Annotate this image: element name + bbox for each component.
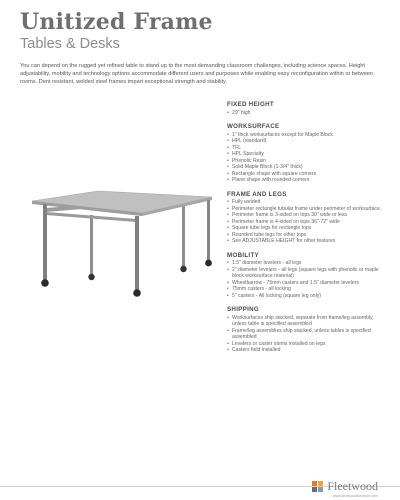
spec-item: • Rectangle shape with square corners: [227, 171, 387, 178]
spec-item: • TFL: [227, 145, 387, 152]
page-subtitle: Tables & Desks: [20, 36, 120, 52]
spec-section-worksurface: [227, 123, 387, 184]
spec-item: • Square tube legs for rectangle tops: [227, 225, 387, 232]
spec-item: • 29" high: [227, 110, 387, 117]
spec-item: • HPL Specialty: [227, 151, 387, 158]
spec-section-shipping: [227, 306, 387, 354]
page-title: Unitized Frame: [20, 9, 213, 35]
spec-heading: FIXED HEIGHT: [227, 101, 274, 108]
spec-item: • 1" thick worksurfaces except for Maple Block: [227, 132, 387, 139]
specifications: [227, 101, 387, 361]
spec-item: • Phenolic Resin: [227, 158, 387, 165]
spec-item: • Solid Maple Block (1-3/4" thick): [227, 164, 387, 171]
spec-item: • Fully welded: [227, 199, 387, 206]
spec-item: • Perimeter frame is 3-sided on tops 30" wide or less: [227, 212, 387, 219]
spec-section-fixed-height: [227, 101, 387, 116]
brand-tagline: www.fleetwoodfurniture.com: [333, 494, 378, 498]
footer: [0, 479, 400, 500]
spec-heading: FRAME AND LEGS: [227, 190, 287, 198]
intro-paragraph: You can depend on the rugged yet refined table to stand up to the most demanding classroom challenges, including science spaces. Height adjustability, mobility and technology options accommodate different users and purposes while enabling easy reconfiguration within or between rooms. Dent resistant, welded steel frames impart exceptional strength and stability.: [20, 63, 374, 86]
spec-item: • 75mm casters - all locking: [227, 286, 387, 293]
spec-item: • HPL (standard): [227, 138, 387, 145]
spec-item: • Levelers or caster stems installed on legs: [227, 341, 387, 348]
spec-item: • Perimeter rectangle tubular frame under perimeter of worksurface.: [227, 206, 387, 213]
brand-logo: [312, 479, 378, 493]
fleetwood-logo-mark-icon: [312, 481, 324, 492]
brand-name: Fleetwood: [327, 479, 378, 493]
spec-heading: SHIPPING: [227, 306, 259, 313]
spec-heading: MOBILITY: [227, 251, 259, 259]
spec-item: • 5" casters - All locking (square leg only): [227, 293, 387, 300]
spec-item: • See ADJUSTABLE HEIGHT for other features: [227, 238, 387, 245]
spec-item: • Worksurfaces ship stacked, separate from frame/leg assembly, unless table is specified assembled: [227, 315, 387, 328]
spec-item: • Perimeter frame is 4-sided on tops 36"-72" wide: [227, 219, 387, 226]
spec-section-mobility: [227, 252, 387, 300]
spec-item: • 1.5" diameter levelers - all legs: [227, 260, 387, 267]
spec-item: • Frame/leg assemblies ship stacked, unless tables is specified assembled: [227, 328, 387, 341]
spec-item: • Plane shape with rounded corners: [227, 177, 387, 184]
spec-section-frame-and-legs: [227, 191, 387, 245]
spec-item: • Wheelbarrow - 75mm casters and 1.5" diameter levelers: [227, 280, 387, 287]
spec-heading: WORKSURFACE: [227, 123, 280, 130]
table-product-image: [32, 185, 212, 300]
spec-item: • 2" diameter levelers - all legs (square legs with phenolic or maple block worksurface material): [227, 267, 387, 280]
spec-item: • Rounded tube legs for other tops: [227, 232, 387, 239]
spec-item: • Casters field installed: [227, 347, 387, 354]
